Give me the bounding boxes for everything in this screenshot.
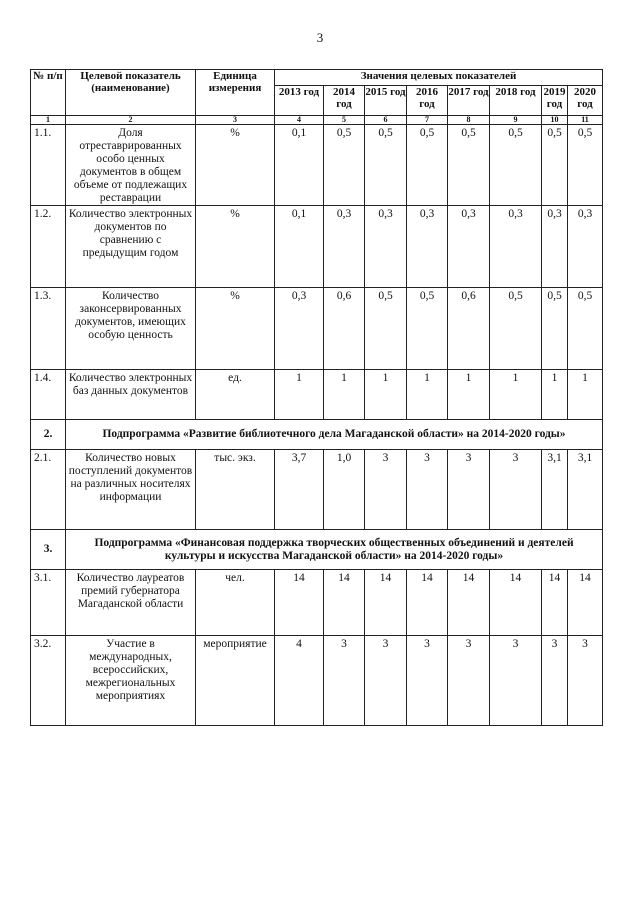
indicator-name: Количество лауреатов премий губернатора Магаданской области <box>66 570 196 636</box>
value-cell: 14 <box>407 570 448 636</box>
value-cell: 3 <box>365 450 407 530</box>
column-index: 11 <box>568 116 603 125</box>
indicator-name: Количество электронных документов по сравнению с предыдущим годом <box>66 206 196 288</box>
subprogram-num: 3. <box>31 530 66 570</box>
value-cell: 14 <box>448 570 490 636</box>
header-year: 2020 год <box>568 86 603 116</box>
value-cell: 1 <box>542 370 568 420</box>
header-year: 2014 год <box>324 86 365 116</box>
value-cell: 3 <box>407 636 448 726</box>
value-cell: 3 <box>324 636 365 726</box>
value-cell: 1 <box>275 370 324 420</box>
value-cell: 0,3 <box>324 206 365 288</box>
table-row <box>31 450 603 530</box>
table-row <box>31 206 603 288</box>
value-cell: 0,3 <box>365 206 407 288</box>
header-year: 2018 год <box>490 86 542 116</box>
table-row <box>31 370 603 420</box>
row-num: 1.4. <box>31 370 66 420</box>
value-cell: 0,3 <box>490 206 542 288</box>
unit-cell: чел. <box>196 570 275 636</box>
unit-cell: % <box>196 125 275 206</box>
header-year: 2013 год <box>275 86 324 116</box>
value-cell: 0,6 <box>324 288 365 370</box>
subprogram-num: 2. <box>31 420 66 450</box>
header-unit: Единица измерения <box>196 70 275 116</box>
subprogram-title: Подпрограмма «Развитие библиотечного дела Магаданской области» на 2014-2020 годы» <box>66 420 603 450</box>
column-index: 9 <box>490 116 542 125</box>
value-cell: 0,5 <box>365 288 407 370</box>
indicator-name: Участие в международных, всероссийских, межрегиональных мероприятиях <box>66 636 196 726</box>
row-num: 1.3. <box>31 288 66 370</box>
table-body <box>31 125 603 726</box>
header-year: 2015 год <box>365 86 407 116</box>
value-cell: 0,3 <box>407 206 448 288</box>
value-cell: 0,3 <box>542 206 568 288</box>
table-header <box>31 70 603 125</box>
column-index: 8 <box>448 116 490 125</box>
value-cell: 3 <box>448 636 490 726</box>
indicator-name: Доля отреставрированных особо ценных документов в общем объеме от подлежащих реставрации <box>66 125 196 206</box>
value-cell: 0,5 <box>568 125 603 206</box>
value-cell: 0,5 <box>542 125 568 206</box>
header-num: № п/п <box>31 70 66 116</box>
subprogram-title: Подпрограмма «Финансовая поддержка творческих общественных объединений и деятелей культуры и искусства Магаданской области» на 2014-2020 годы» <box>66 530 603 570</box>
unit-cell: % <box>196 206 275 288</box>
unit-cell: % <box>196 288 275 370</box>
value-cell: 0,5 <box>407 125 448 206</box>
column-index: 4 <box>275 116 324 125</box>
row-num: 3.1. <box>31 570 66 636</box>
value-cell: 1 <box>448 370 490 420</box>
value-cell: 14 <box>275 570 324 636</box>
value-cell: 0,1 <box>275 206 324 288</box>
column-index: 2 <box>66 116 196 125</box>
value-cell: 3,7 <box>275 450 324 530</box>
value-cell: 3 <box>568 636 603 726</box>
value-cell: 14 <box>365 570 407 636</box>
column-index: 3 <box>196 116 275 125</box>
value-cell: 3 <box>365 636 407 726</box>
value-cell: 3 <box>448 450 490 530</box>
header-year: 2017 год <box>448 86 490 116</box>
value-cell: 0,3 <box>448 206 490 288</box>
table-row <box>31 125 603 206</box>
value-cell: 0,5 <box>324 125 365 206</box>
indicator-name: Количество электронных баз данных документов <box>66 370 196 420</box>
subprogram-row <box>31 530 603 570</box>
value-cell: 3,1 <box>542 450 568 530</box>
page-number: 3 <box>316 30 324 45</box>
value-cell: 14 <box>568 570 603 636</box>
value-cell: 14 <box>324 570 365 636</box>
indicator-name: Количество новых поступлений документов на различных носителях информации <box>66 450 196 530</box>
value-cell: 0,5 <box>490 125 542 206</box>
row-num: 3.2. <box>31 636 66 726</box>
value-cell: 3 <box>542 636 568 726</box>
table-row <box>31 636 603 726</box>
value-cell: 14 <box>542 570 568 636</box>
subprogram-row <box>31 420 603 450</box>
value-cell: 0,5 <box>542 288 568 370</box>
column-index: 7 <box>407 116 448 125</box>
column-index: 10 <box>542 116 568 125</box>
table-row <box>31 288 603 370</box>
header-year: 2016 год <box>407 86 448 116</box>
value-cell: 0,5 <box>365 125 407 206</box>
unit-cell: ед. <box>196 370 275 420</box>
value-cell: 0,1 <box>275 125 324 206</box>
value-cell: 1 <box>490 370 542 420</box>
value-cell: 0,5 <box>407 288 448 370</box>
value-cell: 1,0 <box>324 450 365 530</box>
value-cell: 0,6 <box>448 288 490 370</box>
column-index: 6 <box>365 116 407 125</box>
value-cell: 0,3 <box>568 206 603 288</box>
target-indicators-table <box>30 69 603 726</box>
value-cell: 0,5 <box>568 288 603 370</box>
value-cell: 3 <box>490 636 542 726</box>
value-cell: 3,1 <box>568 450 603 530</box>
value-cell: 1 <box>365 370 407 420</box>
column-index: 5 <box>324 116 365 125</box>
row-num: 1.2. <box>31 206 66 288</box>
header-year: 2019 год <box>542 86 568 116</box>
value-cell: 3 <box>407 450 448 530</box>
unit-cell: мероприятие <box>196 636 275 726</box>
value-cell: 3 <box>490 450 542 530</box>
table-row <box>31 570 603 636</box>
value-cell: 1 <box>568 370 603 420</box>
value-cell: 0,5 <box>490 288 542 370</box>
column-index: 1 <box>31 116 66 125</box>
row-num: 2.1. <box>31 450 66 530</box>
indicator-name: Количество законсервированных документов, имеющих особую ценность <box>66 288 196 370</box>
value-cell: 4 <box>275 636 324 726</box>
header-indicator: Целевой показатель (наименование) <box>66 70 196 116</box>
value-cell: 0,3 <box>275 288 324 370</box>
value-cell: 0,5 <box>448 125 490 206</box>
value-cell: 1 <box>324 370 365 420</box>
row-num: 1.1. <box>31 125 66 206</box>
header-values-group: Значения целевых показателей <box>275 70 603 86</box>
value-cell: 1 <box>407 370 448 420</box>
value-cell: 14 <box>490 570 542 636</box>
unit-cell: тыс. экз. <box>196 450 275 530</box>
